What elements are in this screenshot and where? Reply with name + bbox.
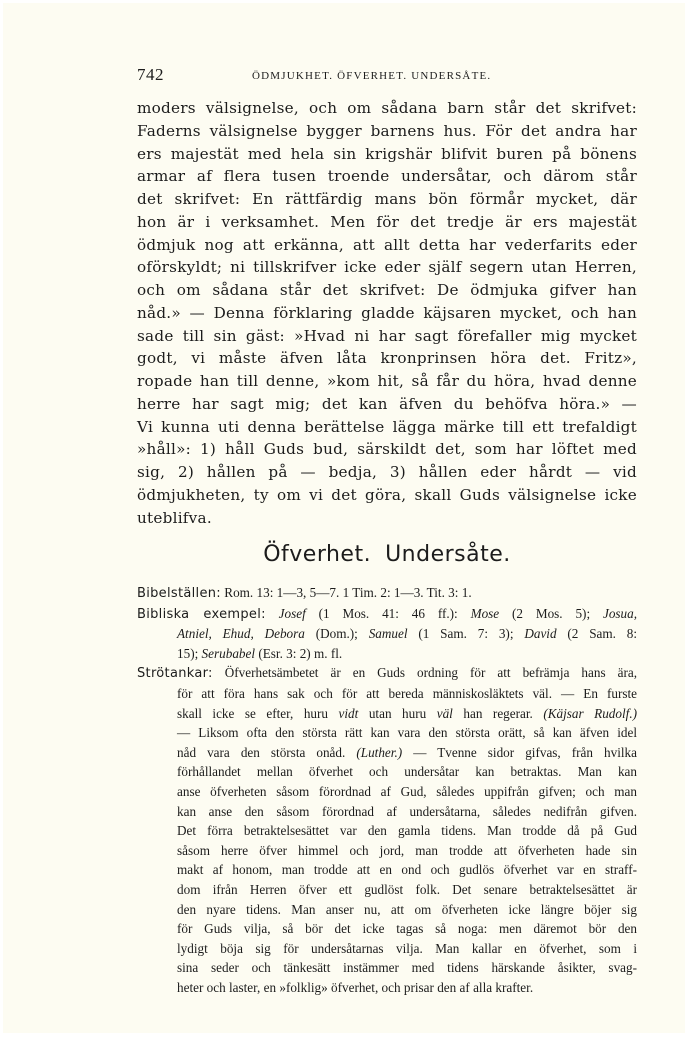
entry-text: Rom. 13: 1—3, 5—7. 1 Tim. 2: 1—3. Tit. 3: 1.: [224, 585, 472, 600]
entry-bibelstallen: [137, 583, 637, 604]
example-name: Serubabel: [201, 645, 256, 661]
text-line: armar af flera tusen troende undersåtar, och därom står: [137, 167, 637, 186]
citation: (Käjsar Rudolf.): [543, 705, 638, 721]
text-line: uteblifva.: [137, 508, 212, 527]
page-number: 742: [137, 65, 164, 84]
text-line: ödmjukheten, ty om vi det göra, skall Guds välsignelse icke: [137, 485, 637, 504]
text-line: nåd.» — Denna förklaring gladde käjsaren mycket, och han: [137, 303, 637, 322]
text-line: ödmjuk nog att erkänna, att allt detta har vederfarits eder: [137, 235, 637, 254]
text-line: hon är i verksamhet. Men för det tredje är ers majestät: [137, 212, 637, 231]
example-name: Josua,: [602, 605, 638, 621]
text-line: herre har sagt mig; det kan äfven du behöfva höra.» —: [137, 394, 637, 413]
text-line: ers majestät med hela sin krigshär blifvit buren på bönens: [137, 144, 637, 163]
main-paragraph: [137, 97, 637, 529]
example-name: Atniel, Ehud, Debora: [177, 626, 305, 642]
entry-bibliska-exempel: Bibliska exempel: Josef (1 Mos. 41: 46 ff.): Mose (2 Mos. 5); Josua, Atniel, Ehud, Debora (Dom.); Samuel (1 Sam. 7: 3); David (2 Sam. 8: 15); Serubabel (Esr. 3: 2) m. fl.: [137, 605, 638, 661]
citation: (Luther.): [356, 744, 403, 760]
example-name: Samuel: [368, 626, 408, 642]
example-name: Mose: [470, 605, 500, 621]
text-line: ropade han till denne, »kom hit, så får du höra, hvad denne: [137, 372, 637, 390]
text-line: »håll»: 1) håll Guds bud, särskildt det, som har löftet med: [137, 440, 637, 459]
text-line: moders välsignelse, och om sådana barn står det skrifvet:: [137, 99, 637, 117]
running-title: ÖDMJUKHET. ÖFVERHET. UNDERSÅTE.: [252, 70, 492, 82]
text-line: Faderns välsignelse bygger barnens hus. För det andra har: [137, 121, 637, 140]
text-line: det skrifvet: En rättfärdig mans bön förmår mycket, där: [137, 190, 637, 208]
section-title-part2: Undersåte.: [385, 542, 511, 567]
text-line: sig, 2) hållen på — bedja, 3) hållen eder hårdt — vid: [137, 463, 637, 481]
section-title: [137, 542, 637, 567]
section-title-part1: Öfverhet.: [263, 542, 372, 567]
entry-label: Bibelställen:: [137, 586, 221, 601]
text-line: sade till sin gäst: »Hvad ni har sagt förefaller mig mycket: [137, 326, 637, 345]
reference-entries: [137, 583, 637, 997]
book-page: [3, 3, 685, 1033]
text-line: godt, vi måste äfven låta kronprinsen höra det. Fritz»,: [137, 349, 637, 368]
example-name: Josef: [278, 605, 306, 621]
entry-strotankar: Strötankar: Öfverhetsämbetet är en Guds ordning för att befrämja hans ära, för att föra hans sak och för att bereda människosläktets väl. — En furste skall icke se efter, huru vidt utan huru väl han regerar. (Käjsar Rudolf.) — Liksom ofta den största rätt kan vara den största orätt, så kan äfven idel nåd vara den största onåd. (Luther.) — Tvenne sidor gifvas, från hvilka förhållandet mellan öfverhet och undersåtar kan betraktas. Man kan anse öfverheten såsom förordnad af Gud, således uppifrån gifven; och man kan anse den såsom förordnad af undersåtarna, således nedifrån gifven. Det förra betraktelsesättet var den gamla tidens. Man trodde då på Gud såsom herre öfver himmel och jord, man trodde att öfverheten hade sin makt af honom, man trodde att en ond och gudlös öfverhet var en straff- dom ifrån Herren öfver ett gudlöst folk. Det senare betraktelsesättet är den nyare tidens. Man anser nu, att om öfverheten icke längre böjer sig för Guds vilja, så bör det icke tagas så noga: men däremot bör den lydigt böja sig för undersåtarnas vilja. Man kallar en öfverhet, som i sina seder och tänkesätt instämmer med tidens härskande åsikter, svag- heter och laster, en »folklig» öfverhet, och prisar den af alla krafter.: [137, 665, 638, 995]
text-line: och om sådana står det skrifvet: De ödmjuka gifver han: [137, 281, 637, 299]
text-line: Vi kunna uti denna berättelse lägga märke till ett trefaldigt: [137, 417, 637, 436]
text-line: oförskyldt; ni tillskrifver icke eder själf segern utan Herren,: [137, 258, 637, 277]
running-header: [137, 65, 637, 89]
entry-label: Bibliska exempel:: [137, 606, 266, 622]
entry-label: Strötankar:: [137, 666, 213, 682]
example-name: David: [524, 626, 557, 642]
